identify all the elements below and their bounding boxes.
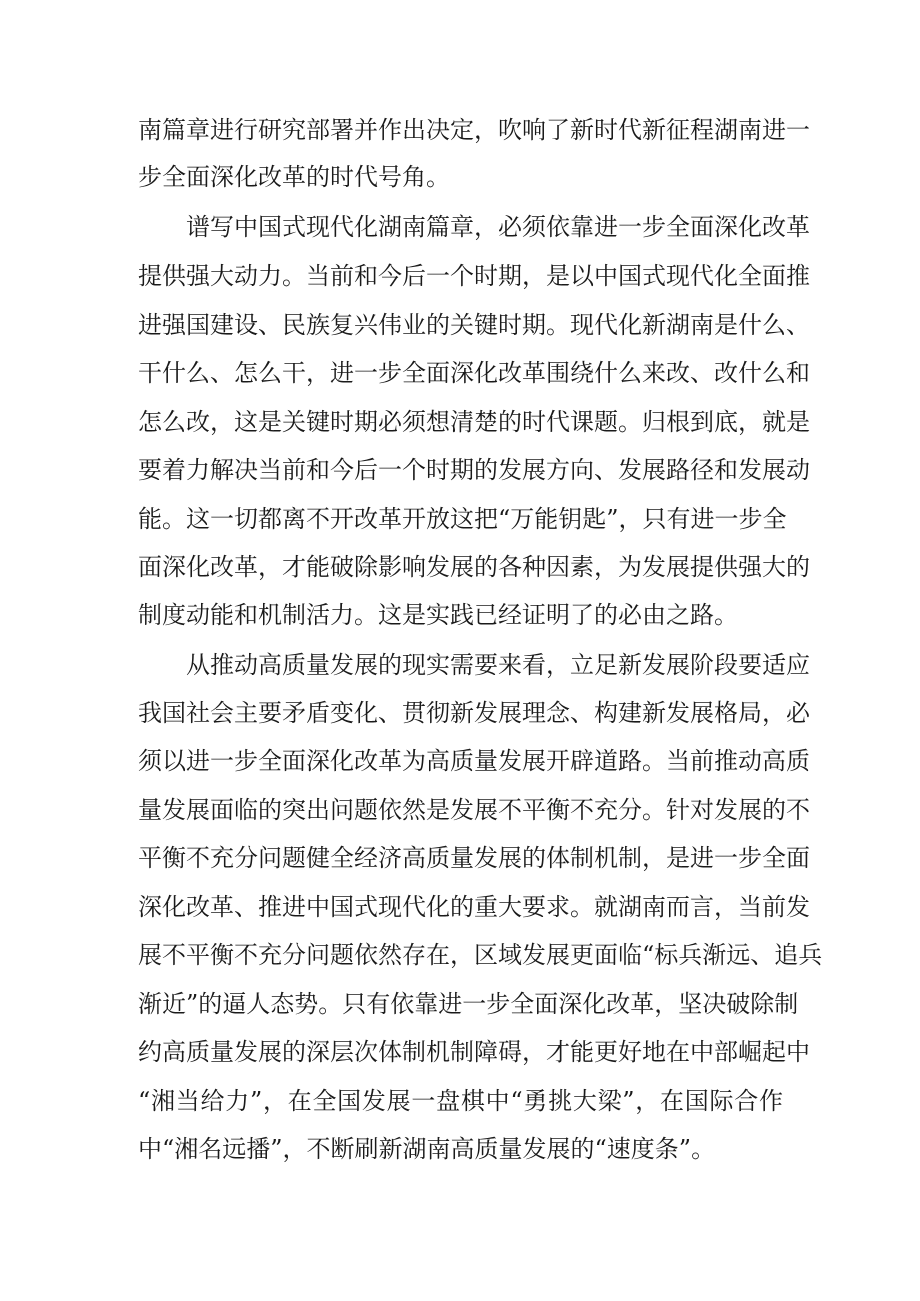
text-line: 要着力解决当前和今后一个时期的发展方向、发展路径和发展动 [138,456,810,484]
text-line: 进强国建设、民族复兴伟业的关键时期。现代化新湖南是什么、 [138,311,810,339]
text-line: 谱写中国式现代化湖南篇章，必须依靠进一步全面深化改革 [186,213,810,241]
text-line: 从推动高质量发展的现实需要来看，立足新发展阶段要适应 [186,651,810,679]
text-line: 我国社会主要矛盾变化、贯彻新发展理念、构建新发展格局，必 [138,699,810,727]
text-line: 深化改革、推进中国式现代化的重大要求。就湖南而言，当前发 [138,893,810,921]
text-line: 中“湘名远播”，不断刷新湖南高质量发展的“速度条”。 [138,1135,716,1163]
text-line: 须以进一步全面深化改革为高质量发展开辟道路。当前推动高质 [138,747,810,775]
text-line: 平衡不充分问题健全经济高质量发展的体制机制，是进一步全面 [138,844,810,872]
text-line: 步全面深化改革的时代号角。 [138,163,450,191]
text-line: 面深化改革，才能破除影响发展的各种因素，为发展提供强大的 [138,553,810,581]
text-line: 南篇章进行研究部署并作出决定，吹响了新时代新征程湖南进一 [138,116,810,144]
text-line: 提供强大动力。当前和今后一个时期，是以中国式现代化全面推 [138,262,810,290]
text-line: 渐近”的逼人态势。只有依靠进一步全面深化改革，坚决破除制 [138,990,799,1018]
text-line: 怎么改，这是关键时期必须想清楚的时代课题。归根到底，就是 [138,408,810,436]
text-line: 展不平衡不充分问题依然存在，区域发展更面临“标兵渐远、追兵 [138,941,823,969]
text-line: 制度动能和机制活力。这是实践已经证明了的必由之路。 [138,601,738,629]
text-line: 干什么、怎么干，进一步全面深化改革围绕什么来改、改什么和 [138,359,810,387]
text-line: “湘当给力”，在全国发展一盘棋中“勇挑大梁”，在国际合作 [138,1087,783,1115]
text-line: 量发展面临的突出问题依然是发展不平衡不充分。针对发展的不 [138,796,810,824]
text-line: 约高质量发展的深层次体制机制障碍，才能更好地在中部崛起中 [138,1038,810,1066]
text-line: 能。这一切都离不开改革开放这把“万能钥匙”，只有进一步全 [138,505,787,533]
